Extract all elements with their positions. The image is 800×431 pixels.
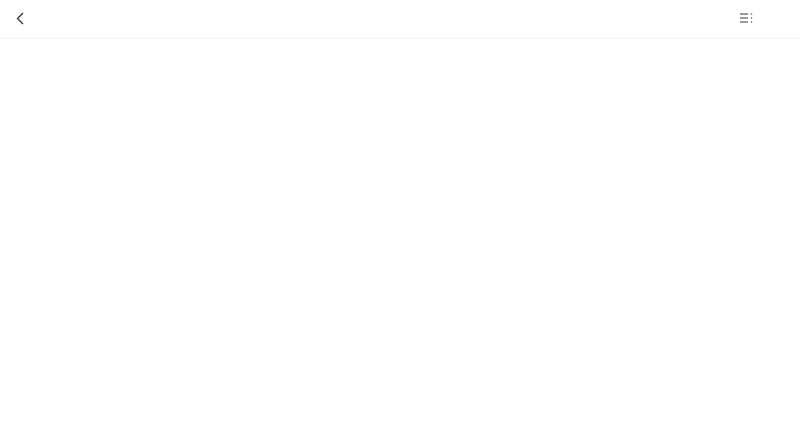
top-bar (0, 0, 800, 39)
contents-button[interactable] (738, 10, 754, 31)
back-to-store-button[interactable] (16, 12, 30, 25)
chevron-left-icon (16, 12, 24, 25)
contents-icon (738, 10, 754, 26)
